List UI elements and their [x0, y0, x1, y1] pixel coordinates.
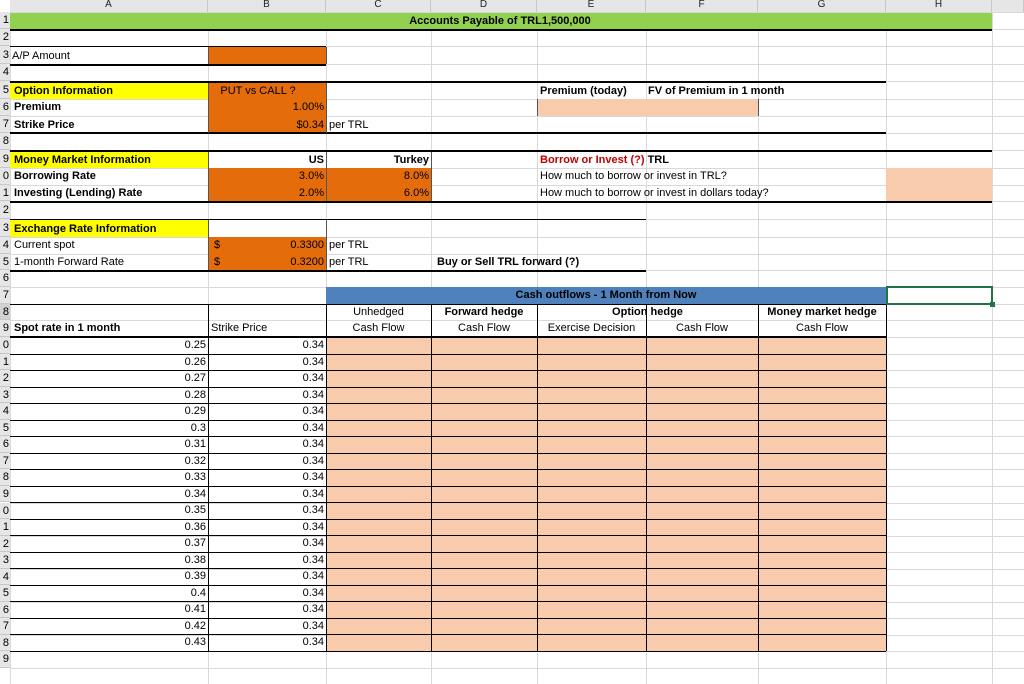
tr-borrow-value: 8.0% — [403, 170, 429, 182]
row-header[interactable]: 2 — [0, 29, 10, 46]
row-header[interactable]: 3 — [0, 219, 10, 237]
exercise-header: Exercise Decision — [547, 322, 636, 334]
premium-label: Premium — [14, 101, 62, 113]
strike-price-cell: 0.34 — [302, 372, 324, 385]
option-info-header: Option Information — [14, 85, 113, 97]
row-header[interactable]: 2 — [0, 370, 10, 387]
premium-value: 1.00% — [292, 101, 324, 113]
borrow-invest-q: Borrow or Invest (?) — [540, 154, 645, 166]
row-header[interactable]: 2 — [0, 536, 10, 553]
borrow-invest-answer[interactable] — [886, 168, 992, 201]
spot-value: 0.3300 — [290, 239, 324, 251]
row-header[interactable]: 7 — [0, 618, 10, 635]
row-header[interactable]: 6 — [0, 99, 10, 116]
gridline-h — [10, 116, 1024, 117]
table-col-line — [431, 304, 432, 651]
strike-label: Strike Price — [14, 119, 75, 131]
row-header[interactable]: 7 — [0, 287, 10, 304]
column-header[interactable]: D — [431, 0, 537, 12]
row-header[interactable]: 5 — [0, 254, 10, 270]
column-header[interactable]: H — [886, 0, 992, 12]
us-label: US — [308, 154, 324, 166]
premium-today-label: Premium (today) — [540, 85, 627, 97]
spot-rate-cell: 0.35 — [184, 504, 206, 517]
row-header[interactable]: 0 — [0, 337, 10, 354]
mm-header-1: Money market hedge — [767, 306, 877, 318]
premium-today-cell[interactable] — [537, 99, 758, 116]
fill-handle[interactable] — [990, 302, 995, 307]
gridline-h — [10, 237, 1024, 238]
ap-amount-input[interactable] — [208, 47, 326, 64]
row-header[interactable]: 5 — [0, 420, 10, 437]
forward-label: 1-month Forward Rate — [14, 256, 125, 268]
spot-rate-cell: 0.28 — [184, 388, 206, 401]
row-header[interactable]: 5 — [0, 585, 10, 602]
turkey-label: Turkey — [393, 154, 429, 166]
row-header[interactable]: 8 — [0, 304, 10, 320]
strike-price-cell: 0.34 — [302, 586, 324, 599]
column-header[interactable]: C — [326, 0, 431, 12]
row-header[interactable]: 6 — [0, 270, 10, 287]
cell-border — [431, 152, 432, 201]
forward-header-2: Cash Flow — [458, 322, 510, 334]
row-header[interactable]: 9 — [0, 150, 10, 168]
strike-price-cell: 0.34 — [302, 388, 324, 401]
column-header[interactable]: B — [208, 0, 326, 12]
column-header-filler — [992, 0, 1024, 12]
spot-rate-cell: 0.37 — [184, 537, 206, 550]
spot-rate-cell: 0.4 — [190, 586, 206, 599]
row-header[interactable]: 8 — [0, 635, 10, 652]
spot-unit: per TRL — [329, 239, 369, 251]
spot-rate-cell: 0.42 — [184, 619, 206, 632]
row-header[interactable]: 3 — [0, 552, 10, 569]
tr-invest-value: 6.0% — [403, 187, 429, 199]
row-header[interactable]: 9 — [0, 651, 10, 668]
exchange-header: Exchange Rate Information — [14, 223, 157, 235]
selected-cell[interactable] — [886, 286, 993, 305]
spot-rate-cell: 0.3 — [190, 421, 206, 434]
spot-currency: $ — [214, 239, 221, 251]
row-header[interactable]: 7 — [0, 453, 10, 470]
unhedged-header-1: Unhedged — [353, 306, 404, 318]
row-header[interactable]: 4 — [0, 64, 10, 81]
table-col-line — [646, 304, 647, 651]
money-market-header: Money Market Information — [14, 154, 151, 166]
mm-header-2: Cash Flow — [796, 322, 848, 334]
gridline-h — [10, 168, 1024, 169]
row-header[interactable]: 5 — [0, 81, 10, 99]
strike-price-cell: 0.34 — [302, 520, 324, 533]
strike-price-cell: 0.34 — [302, 438, 324, 451]
strike-unit: per TRL — [329, 119, 369, 131]
row-header[interactable]: 1 — [0, 519, 10, 536]
table-col-line — [537, 304, 538, 651]
strike-price-cell: 0.34 — [302, 553, 324, 566]
gridline-h — [10, 185, 1024, 186]
borrowing-label: Borrowing Rate — [14, 170, 96, 182]
row-header[interactable]: 4 — [0, 237, 10, 254]
us-invest-value: 2.0% — [298, 187, 324, 199]
table-col-line — [758, 304, 759, 651]
row-header[interactable]: 8 — [0, 469, 10, 486]
table-col-line — [326, 304, 327, 651]
spot-rate-cell: 0.43 — [184, 636, 206, 649]
strike-price-cell: 0.34 — [302, 471, 324, 484]
column-header[interactable]: E — [537, 0, 646, 12]
put-call-label: PUT vs CALL ? — [220, 85, 296, 97]
spot-rate-cell: 0.26 — [184, 355, 206, 368]
spot-rate-cell: 0.31 — [184, 438, 206, 451]
buy-sell-label: Buy or Sell TRL forward (?) — [437, 256, 580, 268]
strike-price-cell: 0.34 — [302, 504, 324, 517]
strike-price-cell: 0.34 — [302, 487, 324, 500]
spot-rate-cell: 0.36 — [184, 520, 206, 533]
strike-price-cell: 0.34 — [302, 619, 324, 632]
row-header[interactable]: 1 — [0, 12, 10, 29]
option-cf-header: Cash Flow — [676, 322, 728, 334]
row-header[interactable]: 0 — [0, 168, 10, 185]
borrow-invest-question — [538, 152, 671, 168]
row-header[interactable]: 1 — [0, 354, 10, 371]
forward-header-1: Forward hedge — [444, 306, 524, 318]
forward-value: 0.3200 — [290, 256, 324, 268]
row-header[interactable]: 6 — [0, 436, 10, 453]
row-header[interactable]: 9 — [0, 486, 10, 503]
spot-label: Current spot — [14, 239, 75, 251]
fv-premium-label: FV of Premium in 1 month — [648, 85, 785, 97]
gridline-v — [992, 12, 993, 684]
row-header[interactable]: 8 — [0, 133, 10, 150]
trl-label: TRL — [647, 154, 669, 166]
row-header[interactable]: 1 — [0, 185, 10, 201]
strike-price-cell: 0.34 — [302, 636, 324, 649]
strike-price-cell: 0.34 — [302, 603, 324, 616]
spot-rate-cell: 0.25 — [184, 339, 206, 351]
strike-price-cell: 0.34 — [302, 355, 324, 368]
row-header[interactable]: 3 — [0, 387, 10, 404]
cell-border — [326, 47, 327, 64]
sheet-title: Accounts Payable of TRL1,500,000 — [409, 15, 591, 27]
row-header[interactable]: 3 — [0, 46, 10, 64]
spot-rate-cell: 0.41 — [184, 603, 206, 616]
cell-border — [758, 99, 759, 116]
investing-label: Investing (Lending) Rate — [14, 187, 143, 199]
cell-border — [537, 99, 538, 116]
row-header[interactable]: 4 — [0, 569, 10, 586]
row-header[interactable]: 6 — [0, 602, 10, 619]
column-header[interactable]: F — [646, 0, 758, 12]
strike-price-cell: 0.34 — [302, 537, 324, 550]
column-header[interactable]: A — [10, 0, 208, 12]
column-header[interactable]: G — [758, 0, 886, 12]
strike-price-cell: 0.34 — [302, 570, 324, 583]
strike-price-header: Strike Price — [211, 322, 268, 334]
gridline-h — [10, 99, 1024, 100]
row-header[interactable]: 2 — [0, 201, 10, 219]
strike-price-cell: 0.34 — [302, 405, 324, 418]
unhedged-header-2: Cash Flow — [352, 322, 405, 334]
how-much-usd: How much to borrow or invest in dollars today? — [540, 187, 769, 199]
ap-amount-label: A/P Amount — [12, 50, 70, 62]
row-header[interactable]: 9 — [0, 320, 10, 337]
strike-price-cell: 0.34 — [302, 454, 324, 467]
forward-unit: per TRL — [329, 256, 369, 268]
strike-price-cell: 0.34 — [302, 339, 324, 351]
spot-rate-header: Spot rate in 1 month — [14, 322, 121, 334]
table-banner-label: Cash outflows - 1 Month from Now — [515, 289, 697, 301]
forward-currency: $ — [214, 256, 221, 268]
us-borrow-value: 3.0% — [298, 170, 324, 182]
option-header-1: Option hedge — [612, 306, 683, 318]
spot-rate-cell: 0.33 — [184, 471, 206, 484]
spot-rate-cell: 0.27 — [184, 372, 206, 385]
spot-rate-cell: 0.34 — [184, 487, 206, 500]
gridline-h — [10, 668, 1024, 669]
cell-border — [208, 47, 209, 64]
strike-value: $0.34 — [296, 119, 324, 131]
row-header[interactable]: 7 — [0, 116, 10, 133]
spot-rate-cell: 0.29 — [184, 405, 206, 418]
row-header[interactable]: 0 — [0, 503, 10, 520]
table-col-line — [886, 304, 887, 651]
strike-price-cell: 0.34 — [302, 421, 324, 434]
how-much-trl: How much to borrow or invest in TRL? — [540, 170, 727, 182]
spot-rate-cell: 0.38 — [184, 553, 206, 566]
spot-rate-cell: 0.39 — [184, 570, 206, 583]
row-header[interactable]: 4 — [0, 403, 10, 420]
spot-rate-cell: 0.32 — [184, 454, 206, 467]
table-answer-area[interactable] — [326, 337, 886, 651]
